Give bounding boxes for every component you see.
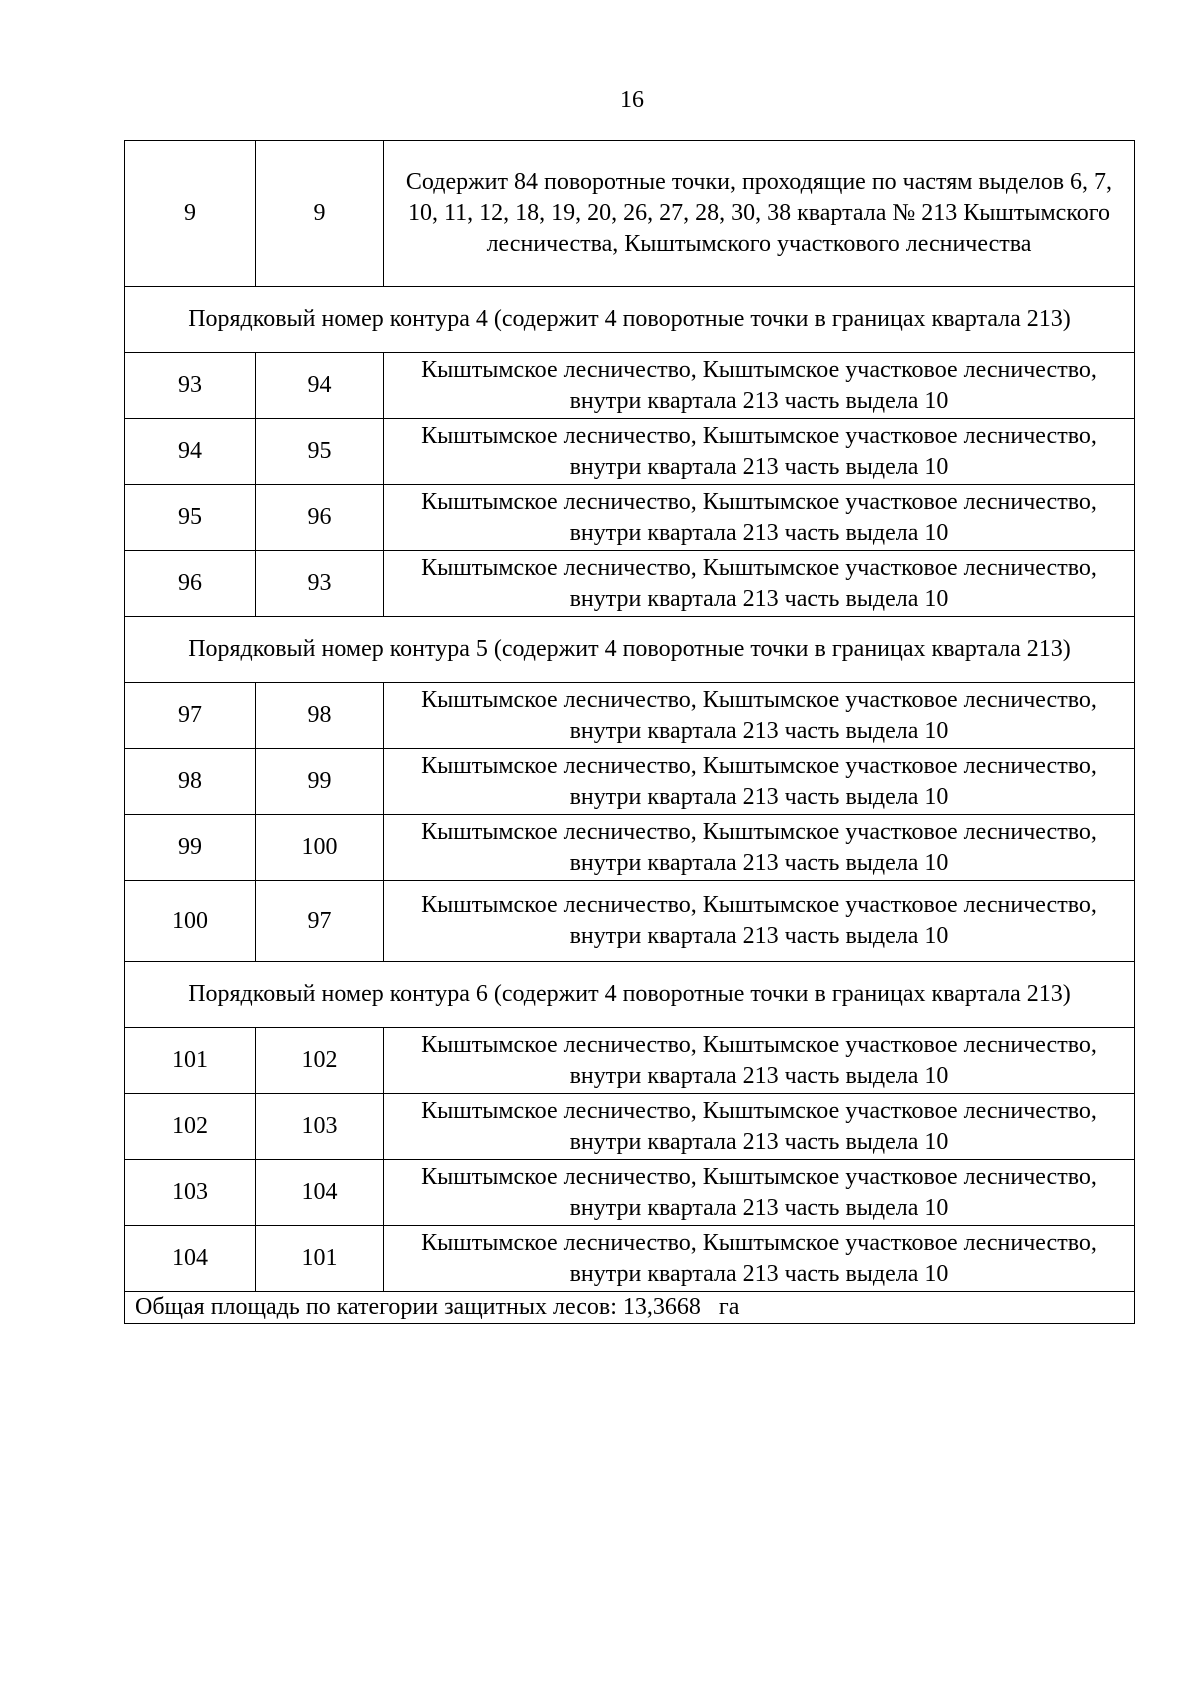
- boundary-description-cell: Кыштымское лесничество, Кыштымское участковое лесничество, внутри квартала 213 часть выдела 10: [384, 881, 1135, 962]
- point-from-cell: 95: [125, 485, 256, 551]
- total-area-row: [125, 1292, 1135, 1324]
- point-to-cell: 98: [256, 683, 384, 749]
- boundary-description-cell: Кыштымское лесничество, Кыштымское участковое лесничество, внутри квартала 213 часть выдела 10: [384, 815, 1135, 881]
- contour-header: Порядковый номер контура 6 (содержит 4 поворотные точки в границах квартала 213): [125, 962, 1135, 1028]
- table-row: [125, 1028, 1135, 1094]
- point-from-cell: 103: [125, 1160, 256, 1226]
- contour-header-row: [125, 617, 1135, 683]
- table-row: [125, 683, 1135, 749]
- table-row: [125, 419, 1135, 485]
- point-to-cell: 103: [256, 1094, 384, 1160]
- table-row: [125, 881, 1135, 962]
- point-to-cell: 96: [256, 485, 384, 551]
- point-to-cell: 104: [256, 1160, 384, 1226]
- table-row: [125, 815, 1135, 881]
- total-area-cell: Общая площадь по категории защитных лесов: 13,3668 га: [125, 1292, 1135, 1324]
- point-from-cell: 94: [125, 419, 256, 485]
- table-row: [125, 1226, 1135, 1292]
- point-from-cell: 9: [125, 141, 256, 287]
- table-row: [125, 1094, 1135, 1160]
- point-from-cell: 102: [125, 1094, 256, 1160]
- boundary-description-cell: Кыштымское лесничество, Кыштымское участковое лесничество, внутри квартала 213 часть выдела 10: [384, 419, 1135, 485]
- boundary-description-cell: Кыштымское лесничество, Кыштымское участковое лесничество, внутри квартала 213 часть выдела 10: [384, 1226, 1135, 1292]
- boundary-description-cell: Кыштымское лесничество, Кыштымское участковое лесничество, внутри квартала 213 часть выдела 10: [384, 353, 1135, 419]
- contour-header: Порядковый номер контура 5 (содержит 4 поворотные точки в границах квартала 213): [125, 617, 1135, 683]
- boundary-description-cell: Кыштымское лесничество, Кыштымское участковое лесничество, внутри квартала 213 часть выдела 10: [384, 749, 1135, 815]
- table-row: [125, 141, 1135, 287]
- point-to-cell: 100: [256, 815, 384, 881]
- point-to-cell: 101: [256, 1226, 384, 1292]
- table-row: [125, 551, 1135, 617]
- point-from-cell: 100: [125, 881, 256, 962]
- boundary-description-cell: Кыштымское лесничество, Кыштымское участковое лесничество, внутри квартала 213 часть выдела 10: [384, 683, 1135, 749]
- boundary-description-cell: Кыштымское лесничество, Кыштымское участковое лесничество, внутри квартала 213 часть выдела 10: [384, 1028, 1135, 1094]
- contour-header: Порядковый номер контура 4 (содержит 4 поворотные точки в границах квартала 213): [125, 287, 1135, 353]
- point-from-cell: 97: [125, 683, 256, 749]
- table-row: [125, 353, 1135, 419]
- point-from-cell: 98: [125, 749, 256, 815]
- boundary-points-table: [124, 140, 1135, 1324]
- point-to-cell: 93: [256, 551, 384, 617]
- table-row: [125, 485, 1135, 551]
- boundary-description-cell: Кыштымское лесничество, Кыштымское участковое лесничество, внутри квартала 213 часть выдела 10: [384, 1160, 1135, 1226]
- page-number: 16: [620, 87, 644, 113]
- point-from-cell: 93: [125, 353, 256, 419]
- table-row: [125, 1160, 1135, 1226]
- point-to-cell: 99: [256, 749, 384, 815]
- point-from-cell: 101: [125, 1028, 256, 1094]
- point-from-cell: 104: [125, 1226, 256, 1292]
- boundary-description-cell: Содержит 84 поворотные точки, проходящие по частям выделов 6, 7, 10, 11, 12, 18, 19, 20, 26, 27, 28, 30, 38 квартала № 213 Кыштымского лесничества, Кыштымского участкового лесничества: [384, 141, 1135, 287]
- boundary-description-cell: Кыштымское лесничество, Кыштымское участковое лесничество, внутри квартала 213 часть выдела 10: [384, 1094, 1135, 1160]
- point-to-cell: 94: [256, 353, 384, 419]
- point-to-cell: 97: [256, 881, 384, 962]
- point-to-cell: 95: [256, 419, 384, 485]
- contour-header-row: [125, 287, 1135, 353]
- boundary-description-cell: Кыштымское лесничество, Кыштымское участковое лесничество, внутри квартала 213 часть выдела 10: [384, 485, 1135, 551]
- point-to-cell: 102: [256, 1028, 384, 1094]
- table-row: [125, 749, 1135, 815]
- boundary-description-cell: Кыштымское лесничество, Кыштымское участковое лесничество, внутри квартала 213 часть выдела 10: [384, 551, 1135, 617]
- point-from-cell: 99: [125, 815, 256, 881]
- point-from-cell: 96: [125, 551, 256, 617]
- contour-header-row: [125, 962, 1135, 1028]
- point-to-cell: 9: [256, 141, 384, 287]
